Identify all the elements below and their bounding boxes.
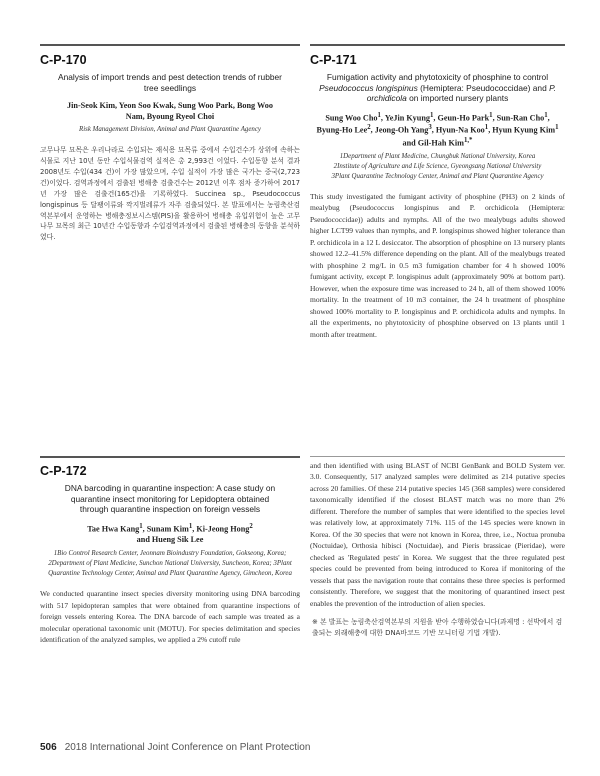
article-code: C-P-171 — [310, 53, 357, 67]
article-abstract: 고무나무 묘목은 우리나라로 수입되는 재식용 묘목류 중에서 수입건수가 상위에 속하는 식물로 지난 10년 동안 수입식물검역 실적은 총 2,993건 이었다. 수입동향 분석 결과 2008년도 수입(434 건)이 가장 많았으며, 수입 실적이 가장 많은 국가는 중국(2,723 건)이었다. 검역과정에서 검출된 병해충 검출건수는 2012년 이후 점차 증가하여 2017년 가장 많은 검출건(165건)을 기록하였다. Succinea sp., Pseudococcus longispinus 등 달팽이류와 깍지벌레류가 자주 검출되었다. 본 발표에서는 농림축산검역본부에서 운영하는 병해충정보시스템(PIS)을 활용하여 병해충 유입위험이 높은 고무나무 묘목의 최근 10년간 수입동향과 수입검역과정에서 검출된 병해충의 동향을 분석하였다. — [40, 146, 300, 242]
article-code: C-P-172 — [40, 464, 87, 478]
funding-note: ※ 본 발표는 농림축산검역본부의 지원을 받아 수행하였습니다(과제명 : 선박에서 검출되는 외래해충에 대한 DNA바코드 기반 모니터링 기법 개발). — [312, 618, 563, 637]
affiliation-line: 3Plant Quarantine Technology Center, Animal and Plant Quarantine Agency — [331, 172, 544, 180]
affiliation-line: 2Institute of Agriculture and Life Science, Gyeongsang National University — [333, 162, 542, 170]
section-rule — [40, 456, 300, 458]
article-affiliation: Risk Management Division, Animal and Plant Quarantine Agency — [79, 126, 261, 134]
article-authors: Tae Hwa Kang$^1$, Sunam Kim$^1$, Ki-Jeong Hong$^2$ and Hueng Sik Lee — [87, 522, 253, 545]
section-rule — [310, 44, 565, 46]
article-authors: Jin-Seok Kim, Yeon Soo Kwak, Sung Woo Park, Bong Woo Nam, Byoung Ryeol Choi — [67, 101, 273, 122]
article-title: Analysis of import trends and pest detection trends of rubber tree seedlings — [58, 72, 282, 93]
article-abstract-part-2: and then identified with using BLAST of NCBI GenBank and BOLD System ver. 3.0. Consequently, 517 analyzed samples were delimited as 214 putative species across 20 families. Of these 214 putative species 145 (368 samples) were considered taxonomically identified if the closest BLAST match was no more than 2% different. Therefore the number of samples that were identified to the species level was relatively low, at approximately 71%. 115 of the 145 species were known in Korea. Of the 30 species that were not known in Korea, three, i.e., Noctua pronuba (Noctuidae), Orthosia hibisci (Noctuidae), and Pieris brassicae (Pieridae), were checked as 'Regulated pests' in Korea. We suggest that the three regulated pest species could be prevented from being introduced to Korea if monitoring of the vessels that pass the navigation route that contains these three species is performed consistently. Therefore, we suggest that the monitoring of quarantined insect pest enables the prevention of the introduction of alien species. — [310, 461, 565, 608]
article-affiliations — [310, 152, 565, 182]
article-c-p-172-continued — [310, 460, 565, 639]
article-title: Fumigation activity and phytotoxicity of phosphine to control Pseudococcus longispinus (Hemiptera: Pseudococcidae) and P. orchidicola on imported nursery plants — [319, 72, 556, 103]
section-rule — [310, 456, 565, 457]
article-code: C-P-170 — [40, 53, 87, 67]
page-number: 506 — [40, 742, 57, 753]
page-footer — [40, 742, 310, 753]
affiliation-line: 1Department of Plant Medicine, Chungbuk National University, Korea — [339, 152, 536, 160]
article-c-p-170 — [40, 53, 300, 243]
article-abstract: This study investigated the fumigant activity of phosphine (PH3) on 2 kinds of mealybug (Pseudococcus longispinus and P. orchidicola (Hemiptera: Pseudococcidae)) adults and nymphs. All of the two mealybugs adults showed higher LCT99 values than nymphs, and P. longispinus showed higher tolerance than P. orchidicola in a 12 L desiccator. The absorption of phosphine on 13 nursery plants showed 12.2–41.5% difference depending on the plant. All of the mealybugs treated with phosphine 2 mg/L in 0.5 m3 fumigation chamber for 4 h showed 100% fumigant activity, except P. longispinus adult (approximately 90% at bottom part). However, when the exposure time was increased to 24 h, all of them showed 100% mortality. In the treatment of 10 m3 container, the 24 h treatment of phosphine showed 100% mortality to P. longispinus and P. orchidicola adults and nymphs. In all the experiments, no phytotoxicity of phosphine observed on 13 plants until 1 month after treatment. — [310, 191, 565, 339]
article-title: DNA barcoding in quarantine inspection: A case study on quarantine insect monitoring for Lepidoptera obtained through quarantine inspection on foreign vessels — [64, 483, 276, 514]
article-c-p-172 — [40, 464, 300, 646]
article-c-p-171 — [310, 53, 565, 340]
article-abstract-part-1: We conducted quarantine insect species diversity monitoring using DNA barcoding with 517 lepidopteran samples that were obtained from quarantine inspections of foreign vessels entering Korea. The DNA barcode of each sample was treated as a molecular operational taxonomic unit (MOTU). For species delimitation and species identification of the analyzed samples, we applied a 2% cutoff rule — [40, 589, 300, 645]
article-affiliation: 1Bio Control Research Center, Jeonnam Bioindustry Foundation, Gokseong, Korea; 2Department of Plant Medicine, Sunchon National University, Suncheon, Korea; 3Plant Quarantine Technology Center, Animal and Plant Quarantine Agency, Gimcheon, Korea — [48, 550, 292, 578]
article-authors: Sung Woo Cho$^1$, YeJin Kyung$^1$, Geun-Ho Park$^1$, Sun-Ran Cho$^1$, Byung-Ho Lee$^2$, Jeong-Oh Yang$^3$, Hyun-Na Koo$^1$, Hyun Kyung Kim$^1$ and Gil-Hah Kim$^{1,*}$ — [316, 111, 559, 148]
section-rule — [40, 44, 300, 46]
conference-name: 2018 International Joint Conference on Plant Protection — [64, 742, 311, 753]
